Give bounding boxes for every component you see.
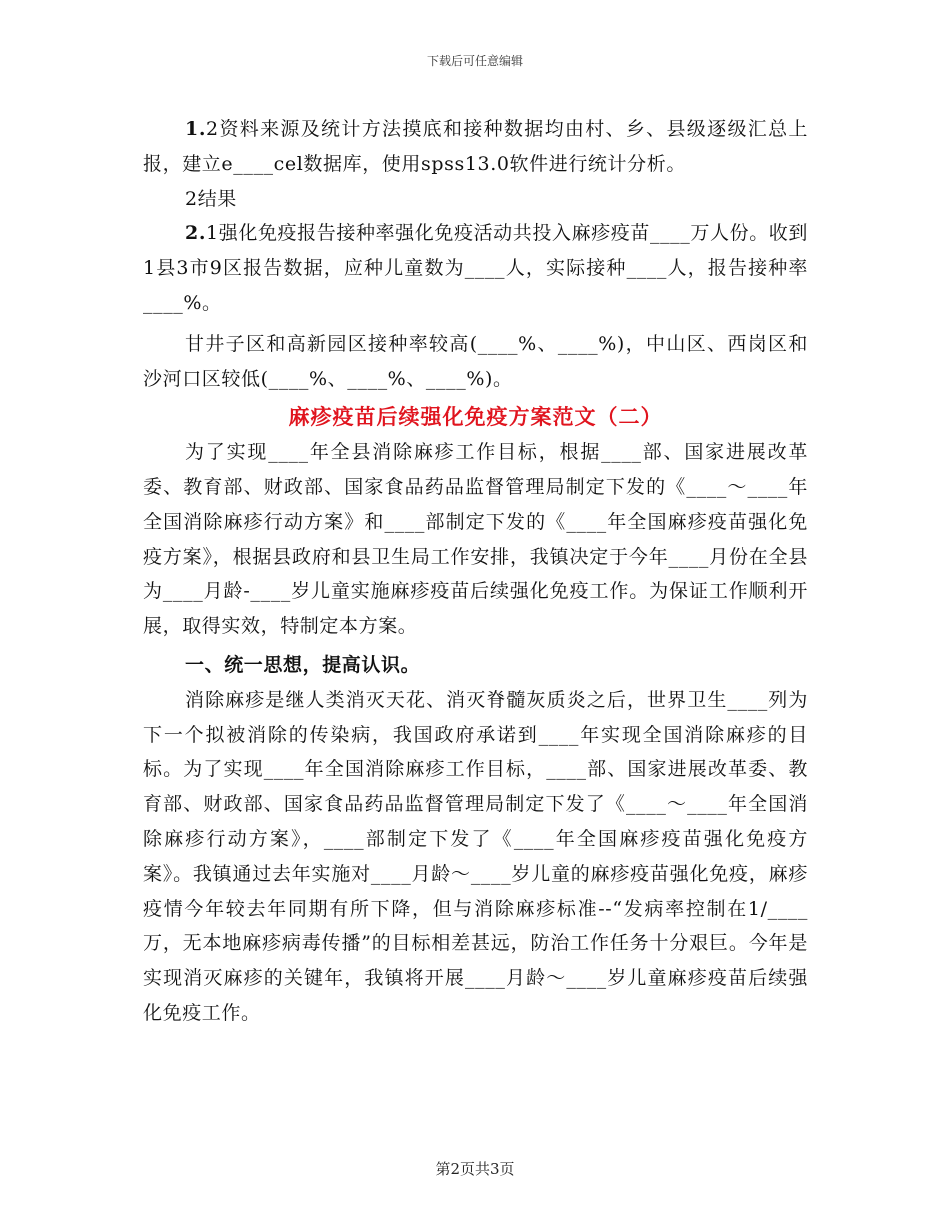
paragraph-1-2-data-source xyxy=(143,112,808,182)
paragraph-background: 消除麻疹是继人类消灭天花、消灭脊髓灰质炎之后，世界卫生____列为下一个拟被消除的传染病，我国政府承诺到____年实现全国消除麻疹的目标。为了实现____年全国消除麻疹工作目标，____部、国家进展改革委、教育部、财政部、国家食品药品监督管理局制定下发了《____～____年全国消除麻疹行动方案》，____部制定下发了《____年全国麻疹疫苗强化免疫方案》。我镇通过去年实施对____月龄～____岁儿童的麻疹疫苗强化免疫，麻疹疫情今年较去年同期有所下降，但与消除麻疹标准--“发病率控制在1/____万，无本地麻疹病毒传播”的目标相差甚远，防治工作任务十分艰巨。今年是实现消灭麻疹的关键年，我镇将开展____月龄～____岁儿童麻疹疫苗后续强化免疫工作。 xyxy=(143,688,808,1024)
section-heading-unify-thinking: 一、统一思想，提高认识。 xyxy=(185,653,421,676)
paragraph-district-rates: 甘井子区和高新园区接种率较高(____%、____%)，中山区、西岗区和沙河口区较低(____%、____%、____%)。 xyxy=(143,332,808,390)
page-footer: 第2页共3页 xyxy=(435,1160,515,1178)
section-number: 1. xyxy=(185,118,207,140)
paragraph-text: 1强化免疫报告接种率强化免疫活动共投入麻疹疫苗____万人份。收到1县3市9区报告数据，应种儿童数为____人，实际接种____人，报告接种率____%。 xyxy=(143,222,808,314)
section-heading-results: 2结果 xyxy=(185,187,237,210)
page-header: 下载后可任意编辑 xyxy=(426,54,523,68)
paragraph-text: 2资料来源及统计方法摸底和接种数据均由村、乡、县级逐级汇总上报，建立e____cel数据库，使用spss13.0软件进行统计分析。 xyxy=(143,118,808,175)
section-number: 2. xyxy=(185,222,207,245)
paragraph-intro: 为了实现____年全县消除麻疹工作目标，根据____部、国家进展改革委、教育部、财政部、国家食品药品监督管理局制定下发的《____～____年全国消除麻疹行动方案》和____部制定下发的《____年全国麻疹疫苗强化免疫方案》，根据县政府和县卫生局工作安排，我镇决定于今年____月份在全县为____月龄-____岁儿童实施麻疹疫苗后续强化免疫工作。为保证工作顺利开展，取得实效，特制定本方案。 xyxy=(143,441,808,638)
document-title: 麻疹疫苗后续强化免疫方案范文（二） xyxy=(288,404,663,430)
document-body xyxy=(143,112,808,1031)
paragraph-2-1-coverage xyxy=(143,216,808,320)
